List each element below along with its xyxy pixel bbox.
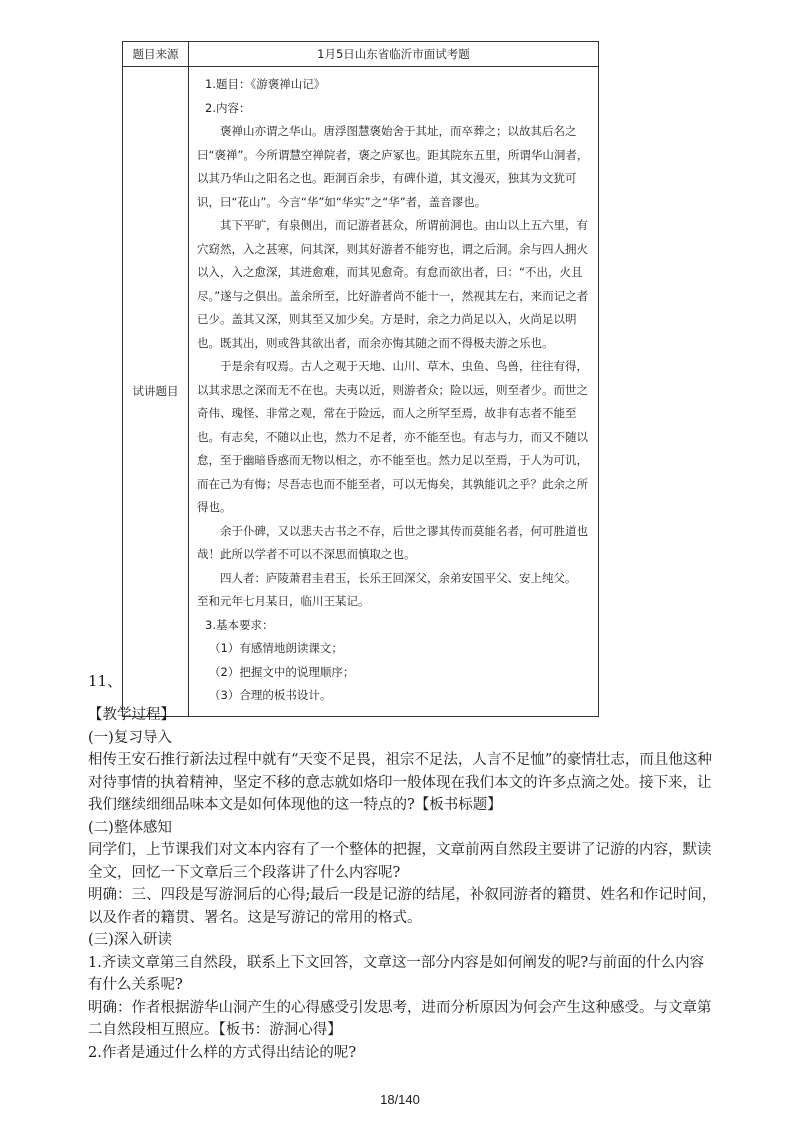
title-line: 1.题目：《游褒禅山记》 xyxy=(205,77,326,91)
requirement-item: （2）把握文中的说理顺序； xyxy=(209,664,355,679)
question-number: 11、 xyxy=(88,672,123,690)
section-title: (一)复习导入 xyxy=(88,729,172,746)
process-heading: 【教学过程】 xyxy=(88,707,175,723)
requirement-item: （3）合理的板书设计。 xyxy=(209,688,332,702)
question-table xyxy=(122,41,599,717)
source-value: 1月5日山东省临沂市面试考题 xyxy=(189,42,599,67)
section-text: 相传王安石推行新法过程中就有“天变不足畏，祖宗不足法，人言不足恤”的豪情壮志，而且他这种对待事情的执着精神，坚定不移的意志就如烙印一般体现在我们本文的许多点滴之处。接下来，让我们继续细细品味本文是如何体现他的这一特点的?【板书标题】 xyxy=(88,752,712,813)
passage-paragraph: 于是余有叹焉。古人之观于天地、山川、草木、虫鱼、鸟兽，往往有得，以其求思之深而无不在也。夫夷以近，则游者众；险以远，则至者少。而世之奇伟、瑰怪、非常之观，常在于险远，而人之所罕至焉，故非有志者不能至也。有志矣，不随以止也，然力不足者，亦不能至也。有志与力，而又不随以怠，至于幽暗昏惑而无物以相之，亦不能至也。然力足以至焉，于人为可讥，而在己为有悔；尽吾志也而不能至者，可以无悔矣，其孰能讥之乎？此余之所得也。 xyxy=(197,359,588,514)
source-label: 题目来源 xyxy=(123,42,189,67)
date-line: 至和元年七月某日，临川王某记。 xyxy=(197,594,370,608)
section-question: 1.齐读文章第三自然段，联系上下文回答，文章这一部分内容是如何阐发的呢?与前面的什么内容有什么关系呢? xyxy=(88,954,705,993)
section-title: (三)深入研读 xyxy=(88,932,172,948)
passage-paragraph: 余于仆碑，又以悲夫古书之不存，后世之谬其传而莫能名者，何可胜道也哉！此所以学者不可以不深思而慎取之也。 xyxy=(197,523,588,561)
section-answer: 明确：作者根据游华山洞产生的心得感受引发思考，进而分析原因为何会产生这种感受。与文章第二自然段相互照应。【板书：游洞心得】 xyxy=(88,999,712,1038)
passage-paragraph: 四人者：庐陵萧君圭君玉，长乐王回深父，余弟安国平父、安上纯父。 xyxy=(220,570,577,585)
passage-paragraph: 其下平旷，有泉侧出，而记游者甚众，所谓前洞也。由山以上五六里，有穴窈然，入之甚寒，问其深，则其好游者不能穷也，谓之后洞。余与四人拥火以入，入之愈深，其进愈难，而其见愈奇。有怠而欲出者，曰：“不出，火且尽。”遂与之俱出。盖余所至，比好游者尚不能十一，然视其左右，来而记之者已少。盖其又深，则其至又加少矣。方是时，余之力尚足以入，火尚足以明也。既其出，则或咎其欲出者，而余亦悔其随之而不得极夫游之乐也。 xyxy=(197,218,589,350)
page-number: 18/140 xyxy=(380,1092,420,1107)
section-text: 同学们，上节课我们对文本内容有了一个整体的把握，文章前两自然段主要讲了记游的内容，默读全文，回忆一下文章后三个段落讲了什么内容呢? xyxy=(88,842,712,881)
requirement-item: （1）有感情地朗读课文； xyxy=(209,641,343,655)
topic-label: 试讲题目 xyxy=(123,67,189,717)
table-row xyxy=(123,42,599,67)
section-question: 2.作者是通过什么样的方式得出结论的呢? xyxy=(88,1044,357,1061)
passage-paragraph: 褒禅山亦谓之华山。唐浮图慧褒始舍于其址，而卒葬之；以故其后名之曰“褒禅”。今所谓慧空禅院者，褒之庐冢也。距其院东五里，所谓华山洞者，以其乃华山之阳名之也。距洞百余步，有碑仆道，其文漫灭，独其为文犹可识，曰“花山”。今言“华”如“华实”之“华”者，盖音谬也。 xyxy=(197,124,589,209)
content-label: 2.内容： xyxy=(205,100,251,115)
requirements-label: 3.基本要求： xyxy=(205,617,274,632)
section-answer: 明确：三、四段是写游洞后的心得;最后一段是记游的结尾，补叙同游者的籍贯、姓名和作记时间，以及作者的籍贯、署名。这是写游记的常用的格式。 xyxy=(88,887,717,926)
section-title: (二)整体感知 xyxy=(88,819,172,836)
topic-content xyxy=(189,67,599,717)
table-row xyxy=(123,67,599,717)
teaching-process xyxy=(88,704,718,1064)
